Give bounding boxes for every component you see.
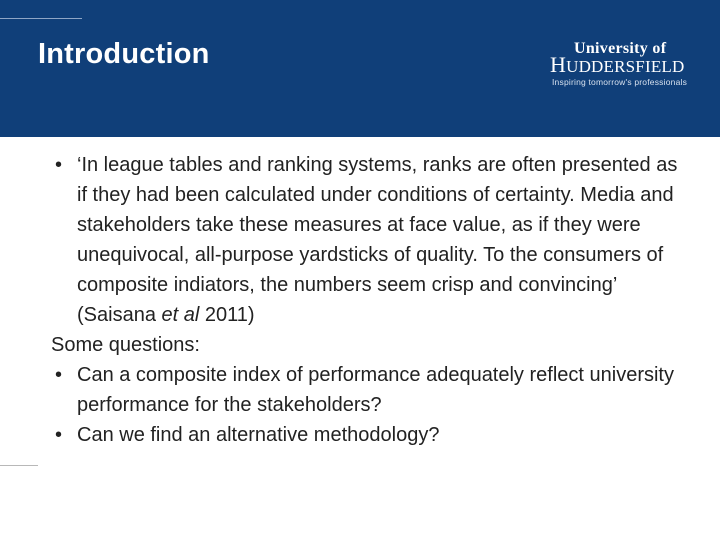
quote-citation-year: 2011) xyxy=(199,304,255,326)
bullet-marker: • xyxy=(55,154,63,176)
question-bullet-1 xyxy=(51,360,691,420)
bullet-marker: • xyxy=(55,424,63,446)
quote-citation-italic: et al xyxy=(161,304,200,326)
question-text-2: Can we find an alternative methodology? xyxy=(77,424,440,446)
logo-name-rest: UDDERSFIELD xyxy=(566,57,685,76)
slide-body xyxy=(51,150,691,450)
logo-tagline: Inspiring tomorrow's professionals xyxy=(552,77,688,87)
logo-initial: H xyxy=(550,52,567,77)
side-divider xyxy=(0,465,38,466)
bullet-marker: • xyxy=(55,364,63,386)
header-divider xyxy=(0,18,82,19)
quote-bullet xyxy=(51,150,691,330)
university-logo xyxy=(548,38,688,90)
question-bullet-2 xyxy=(51,420,691,450)
slide-title: Introduction xyxy=(38,38,210,70)
logo-line-1: University of xyxy=(574,40,667,57)
question-text-1: Can a composite index of performance adequately reflect university performance for the stakeholders? xyxy=(77,364,674,416)
questions-heading: Some questions: xyxy=(51,334,200,356)
header-band xyxy=(0,0,720,137)
logo-line-2 xyxy=(550,54,684,78)
quote-text: ‘In league tables and ranking systems, ranks are often presented as if they had been calculated under conditions of certainty. Media and stakeholders take these measures at face value, as if they were unequivocal, all-purpose yardsticks of quality. To the consumers of composite indiators, the numbers seem crisp and convincing’ (Saisana xyxy=(77,154,678,326)
